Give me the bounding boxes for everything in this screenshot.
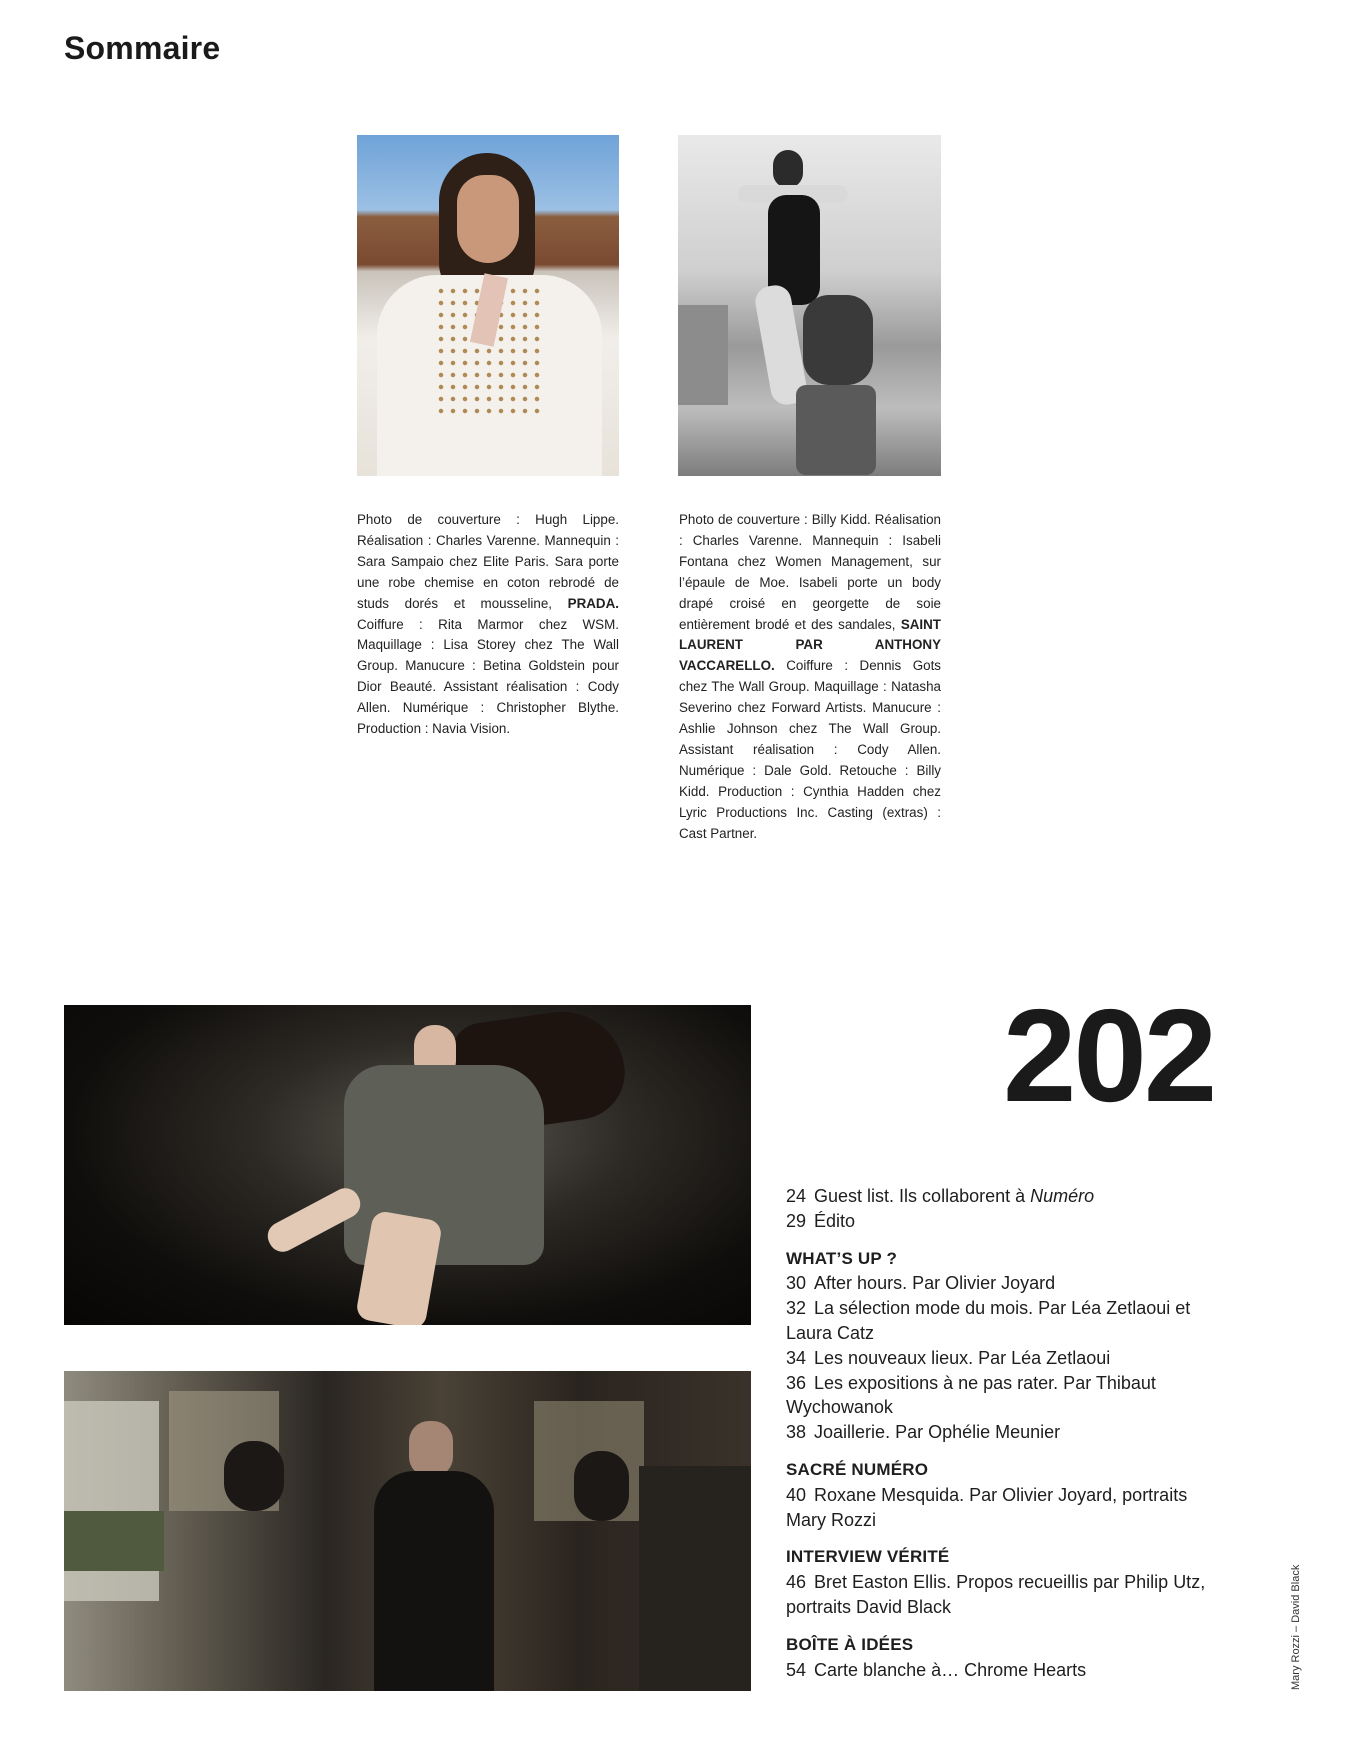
toc-page-number: 46 — [786, 1572, 807, 1593]
toc-page-number: 32 — [786, 1298, 807, 1319]
toc-item — [786, 1209, 1226, 1234]
credit-1-brand: PRADA. — [567, 595, 619, 611]
toc-section-heading: SACRÉ NUMÉRO — [786, 1459, 929, 1479]
photo-credit-vertical: Mary Rozzi – David Black — [1290, 1564, 1302, 1690]
credit-2-text-a: Photo de couverture : Billy Kidd. Réalisation : Charles Varenne. Mannequin : Isabeli Fontana chez Women Management, sur l’épaule de Moe. Isabeli porte un body drapé croisé en georgette de soie entièrement brodé et des sandales, — [679, 512, 941, 632]
cover-credit-2 — [679, 510, 941, 845]
toc-item — [786, 1296, 1226, 1346]
toc-item — [786, 1658, 1226, 1683]
toc-item — [786, 1346, 1226, 1371]
toc-item-text: Joaillerie. Par Ophélie Meunier — [814, 1422, 1061, 1443]
cover-photo-sara-sampaio — [357, 135, 619, 476]
toc-item-text: Édito — [814, 1210, 856, 1231]
toc-item — [786, 1570, 1226, 1620]
toc-section-heading: BOÎTE À IDÉES — [786, 1634, 914, 1654]
toc-item-text: Les expositions à ne pas rater. Par Thibaut Wychowanok — [786, 1372, 1156, 1418]
page-title: Sommaire — [64, 30, 221, 66]
toc-page-number: 24 — [786, 1186, 807, 1206]
editorial-photo-bret-easton-ellis — [64, 1371, 751, 1691]
toc-item-magazine-name: Numéro — [1030, 1186, 1095, 1206]
toc-page-number: 36 — [786, 1372, 807, 1393]
cover-credit-1 — [357, 510, 619, 740]
toc-item-text: Bret Easton Ellis. Propos recueillis par Philip Utz, portraits David Black — [786, 1572, 1206, 1617]
toc-section-heading: INTERVIEW VÉRITÉ — [786, 1547, 950, 1567]
credit-1-text-b: Coiffure : Rita Marmor chez WSM. Maquillage : Lisa Storey chez The Wall Group. Manucure : Betina Goldstein pour Dior Beauté. Assistant réalisation : Cody Allen. Numérique : Christopher Blythe. Production : Navia Vision. — [357, 616, 619, 737]
table-of-contents — [786, 1184, 1226, 1682]
toc-section-heading: WHAT’S UP ? — [786, 1248, 898, 1268]
toc-page-number: 38 — [786, 1422, 807, 1443]
toc-item-text: Les nouveaux lieux. Par Léa Zetlaoui — [814, 1347, 1111, 1368]
toc-item-text: Carte blanche à… Chrome Hearts — [814, 1659, 1087, 1680]
toc-item — [786, 1371, 1226, 1421]
cover-photo-isabeli-fontana — [678, 135, 941, 476]
credit-2-text-b: Coiffure : Dennis Gots chez The Wall Group. Maquillage : Natasha Severino chez Forward Artists. Manucure : Ashlie Johnson chez The Wall Group. Assistant réalisation : Cody Allen. Numérique : Dale Gold. Retouche : Billy Kidd. Production : Cynthia Hadden chez Lyric Productions Inc. Casting (extras) : Cast Partner. — [679, 658, 941, 841]
toc-item — [786, 1483, 1226, 1533]
toc-page-number: 54 — [786, 1659, 807, 1680]
editorial-photo-roxane-mesquida — [64, 1005, 751, 1325]
toc-page-number: 29 — [786, 1210, 807, 1231]
toc-page-number: 34 — [786, 1347, 807, 1368]
toc-item-text: Roxane Mesquida. Par Olivier Joyard, portraits Mary Rozzi — [786, 1484, 1188, 1530]
credit-1-text-a: Photo de couverture : Hugh Lippe. Réalisation : Charles Varenne. Mannequin : Sara Sampaio chez Elite Paris. Sara porte une robe chemise en coton rebrodé de studs dorés et mousseline, — [357, 512, 619, 611]
toc-page-number: 40 — [786, 1484, 807, 1505]
credit-2-brand: SAINT LAURENT PAR ANTHONY VACCARELLO. — [679, 616, 941, 674]
issue-number: 202 — [1003, 982, 1215, 1129]
toc-item — [786, 1420, 1226, 1445]
toc-item — [786, 1184, 1226, 1209]
toc-item-text: After hours. Par Olivier Joyard — [814, 1273, 1056, 1294]
toc-item-text: Guest list. Ils collaborent à — [814, 1186, 1031, 1206]
toc-item — [786, 1271, 1226, 1296]
toc-page-number: 30 — [786, 1273, 807, 1294]
toc-item-text: La sélection mode du mois. Par Léa Zetlaoui et Laura Catz — [786, 1298, 1191, 1343]
